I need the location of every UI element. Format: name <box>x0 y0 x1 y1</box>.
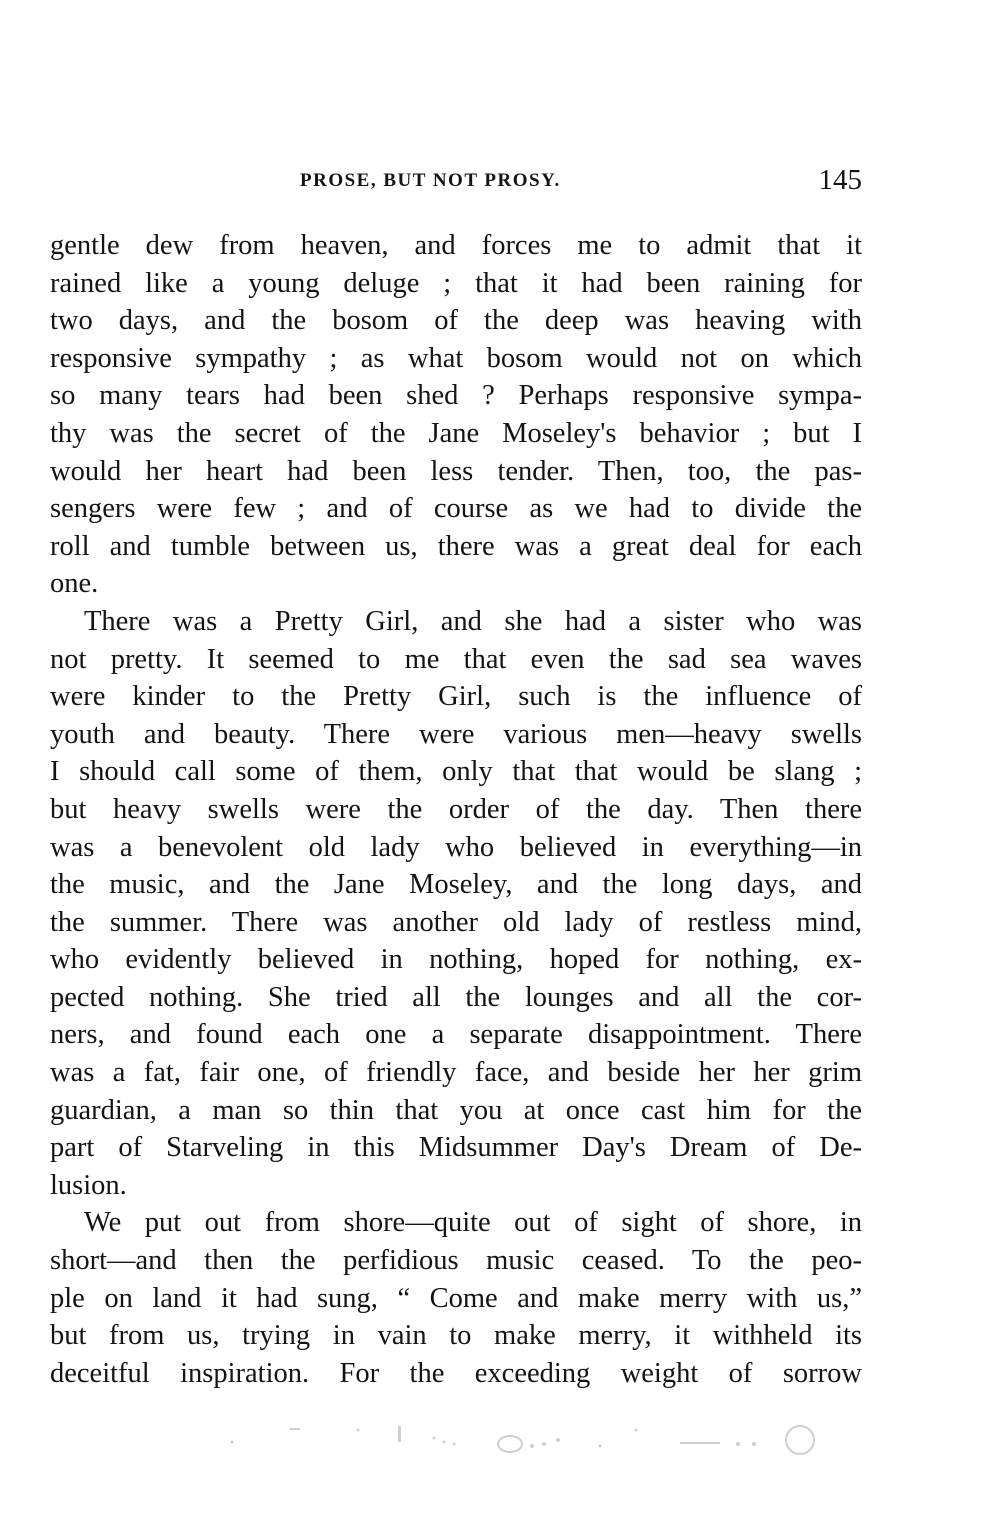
text-line: rained like a young deluge ; that it had been raining for <box>50 267 862 299</box>
text-line: short—and then the perfidious music ceased. To the peo- <box>50 1245 862 1277</box>
running-title: PROSE, BUT NOT PROSY. <box>300 170 561 191</box>
text-line: We put out from shore—quite out of sight of shore, in <box>84 1207 862 1239</box>
paragraph-2 <box>50 603 862 1205</box>
faded-footer-smudge <box>228 1418 818 1458</box>
text-line: youth and beauty. There were various men—heavy swells <box>50 718 862 750</box>
page-number: 145 <box>818 164 862 196</box>
text-line: but from us, trying in vain to make merry, it withheld its <box>50 1320 862 1352</box>
text-line: one. <box>50 568 99 600</box>
text-line: deceitful inspiration. For the exceeding weight of sorrow <box>50 1357 862 1389</box>
text-line: gentle dew from heaven, and forces me to admit that it <box>50 230 862 261</box>
text-line: the music, and the Jane Moseley, and the long days, and <box>50 869 862 901</box>
text-line: were kinder to the Pretty Girl, such is the influence of <box>50 681 862 713</box>
text-line: I should call some of them, only that that would be slang ; <box>50 756 862 788</box>
text-line: lusion. <box>50 1169 127 1201</box>
text-line: pected nothing. She tried all the lounges and all the cor- <box>50 981 862 1013</box>
paragraph-3 <box>50 1204 862 1392</box>
text-line: the summer. There was another old lady of restless mind, <box>50 906 862 938</box>
text-line: ple on land it had sung, “ Come and make merry with us,” <box>50 1282 862 1314</box>
text-line: not pretty. It seemed to me that even the sad sea waves <box>50 643 862 675</box>
text-line: so many tears had been shed ? Perhaps responsive sympa- <box>50 380 862 412</box>
text-line: part of Starveling in this Midsummer Day's Dream of De- <box>50 1132 862 1164</box>
text-line: two days, and the bosom of the deep was heaving with <box>50 305 862 337</box>
text-line: was a fat, fair one, of friendly face, and beside her her grim <box>50 1057 862 1089</box>
paragraph-1 <box>50 227 862 603</box>
body-text <box>50 227 862 1392</box>
text-line: responsive sympathy ; as what bosom would not on which <box>50 342 862 374</box>
text-line: ners, and found each one a separate disappointment. There <box>50 1019 862 1051</box>
text-line: There was a Pretty Girl, and she had a sister who was <box>84 605 862 637</box>
text-line: was a benevolent old lady who believed in everything—in <box>50 831 862 863</box>
text-line: but heavy swells were the order of the day. Then there <box>50 793 862 825</box>
text-line: thy was the secret of the Jane Moseley's behavior ; but I <box>50 417 862 449</box>
text-line: guardian, a man so thin that you at once cast him for the <box>50 1094 862 1126</box>
text-line: roll and tumble between us, there was a great deal for each <box>50 530 862 562</box>
text-line: would her heart had been less tender. Then, too, the pas- <box>50 455 862 487</box>
text-line: sengers were few ; and of course as we had to divide the <box>50 493 862 525</box>
text-line: who evidently believed in nothing, hoped for nothing, ex- <box>50 944 862 976</box>
running-header <box>50 166 862 200</box>
